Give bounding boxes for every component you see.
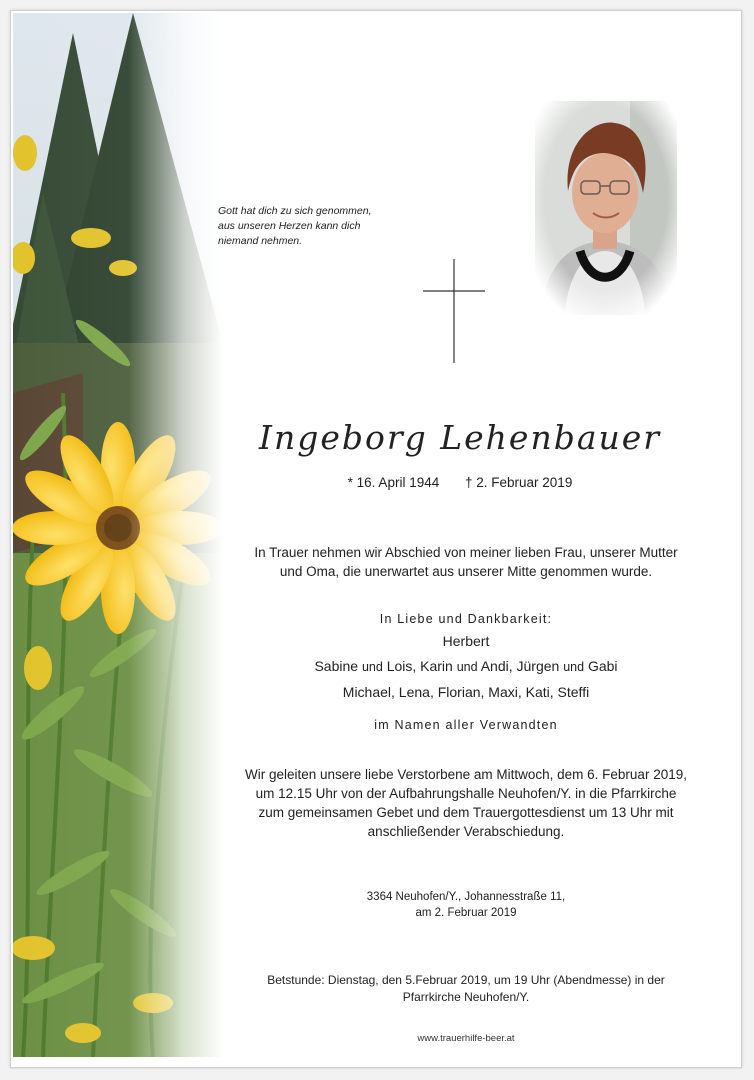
- prayer-line: Pfarrkirche Neuhofen/Y.: [402, 990, 530, 1004]
- deceased-name: Ingeborg Lehenbauer: [258, 418, 662, 457]
- address-line: 3364 Neuhofen/Y., Johannesstraße 11,: [366, 891, 566, 903]
- connector-word: und: [456, 660, 478, 674]
- birth-date: * 16. April 1944: [347, 475, 440, 490]
- funeral-line: um 12.15 Uhr von der Aufbahrungshalle Neuhofen/Y. in die Pfarrkirche: [255, 786, 677, 801]
- mourner-name: Gabi: [587, 658, 618, 674]
- mourners-heading: In Liebe und Dankbarkeit:: [379, 612, 553, 626]
- announcement-line: und Oma, die unerwartet aus unserer Mitte genommen wurde.: [279, 564, 653, 579]
- funeral-line: zum gemeinsamen Gebet und dem Trauergottesdienst um 13 Uhr mit: [258, 805, 674, 820]
- flower-photo: [13, 13, 223, 1057]
- place-and-date: [216, 889, 716, 921]
- announcement-line: In Trauer nehmen wir Abschied von meiner lieben Frau, unserer Mutter: [254, 545, 678, 560]
- prayer-hour: [216, 972, 716, 1006]
- funeral-details: [216, 765, 716, 841]
- mourner-name: Lois, Karin: [386, 658, 453, 674]
- date-line: am 2. Februar 2019: [415, 907, 517, 919]
- mourners-list: [216, 629, 716, 705]
- connector-word: und: [361, 660, 383, 674]
- prayer-line: Betstunde: Dienstag, den 5.Februar 2019, um 19 Uhr (Abendmesse) in der: [267, 973, 665, 987]
- connector-word: und: [563, 660, 585, 674]
- cross-icon: [423, 259, 485, 363]
- funeral-line: anschließender Verabschiedung.: [367, 824, 565, 839]
- mourner-spouse: Herbert: [442, 633, 490, 649]
- mourner-name: Andi, Jürgen: [480, 658, 560, 674]
- mourner-name: Sabine: [314, 658, 359, 674]
- memorial-quote: Gott hat dich zu sich genommen, aus unseren Herzen kann dich niemand nehmen.: [218, 205, 372, 247]
- announcement: [216, 543, 716, 581]
- death-date: † 2. Februar 2019: [465, 475, 573, 490]
- footer-url-link[interactable]: www.trauerhilfe-beer.at: [417, 1033, 515, 1044]
- funeral-line: Wir geleiten unsere liebe Verstorbene am Mittwoch, dem 6. Februar 2019,: [245, 767, 687, 782]
- relatives-line: im Namen aller Verwandten: [374, 718, 558, 732]
- mourner-children: [216, 654, 716, 680]
- portrait-photo: [535, 101, 677, 315]
- life-dates: [220, 475, 700, 490]
- mourner-grandchildren: Michael, Lena, Florian, Maxi, Kati, Steffi: [342, 684, 590, 700]
